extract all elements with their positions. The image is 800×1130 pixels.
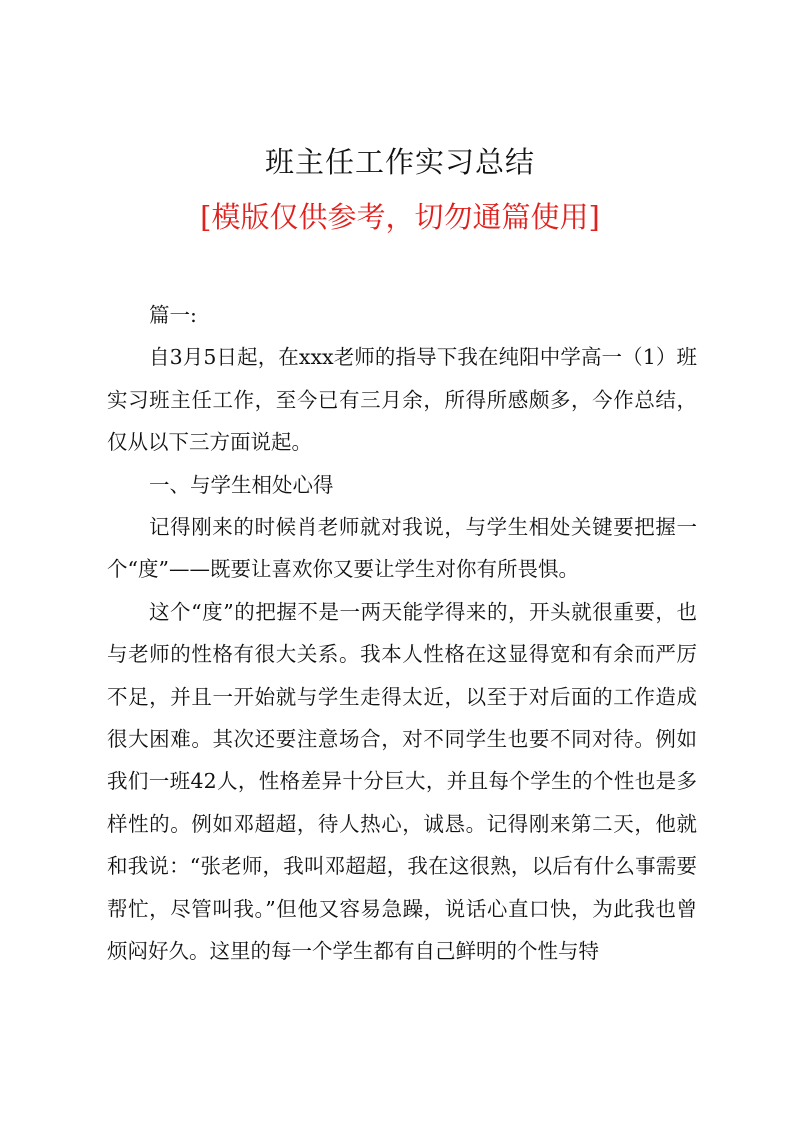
paragraph-intro: 自3月5日起，在xxx老师的指导下我在纯阳中学高一（1）班实习班主任工作，至今已有三月余，所得所感颇多，今作总结，仅从以下三方面说起。 bbox=[107, 345, 697, 455]
paragraph-advice: 记得刚来的时候肖老师就对我说，与学生相处关键要把握一个“度”——既要让喜欢你又要让学生对你有所畏惧。 bbox=[107, 515, 697, 582]
document-subtitle: [模版仅供参考，切勿通篇使用] bbox=[200, 200, 600, 234]
document-body bbox=[107, 294, 697, 973]
section-heading: 一、与学生相处心得 bbox=[149, 472, 334, 497]
document-title: 班主任工作实习总结 bbox=[264, 145, 535, 179]
paragraph-degree: 这个“度”的把握不是一两天能学得来的，开头就很重要，也与老师的性格有很大关系。我本人性格在这显得宽和有余而严厉不足，并且一开始就与学生走得太近，以至于对后面的工作造成很大困难。其次还要注意场合，对不同学生也要不同对待。例如我们一班42人，性格差异十分巨大，并且每个学生的个性也是多样性的。例如邓超超，待人热心，诚恳。记得刚来第二天，他就和我说：“张老师，我叫邓超超，我在这很熟，以后有什么事需要帮忙，尽管叫我。”但他又容易急躁，说话心直口快，为此我也曾烦闷好久。这里的每一个学生都有自己鲜明的个性与特 bbox=[107, 599, 697, 964]
section-label: 篇一: bbox=[149, 303, 197, 327]
